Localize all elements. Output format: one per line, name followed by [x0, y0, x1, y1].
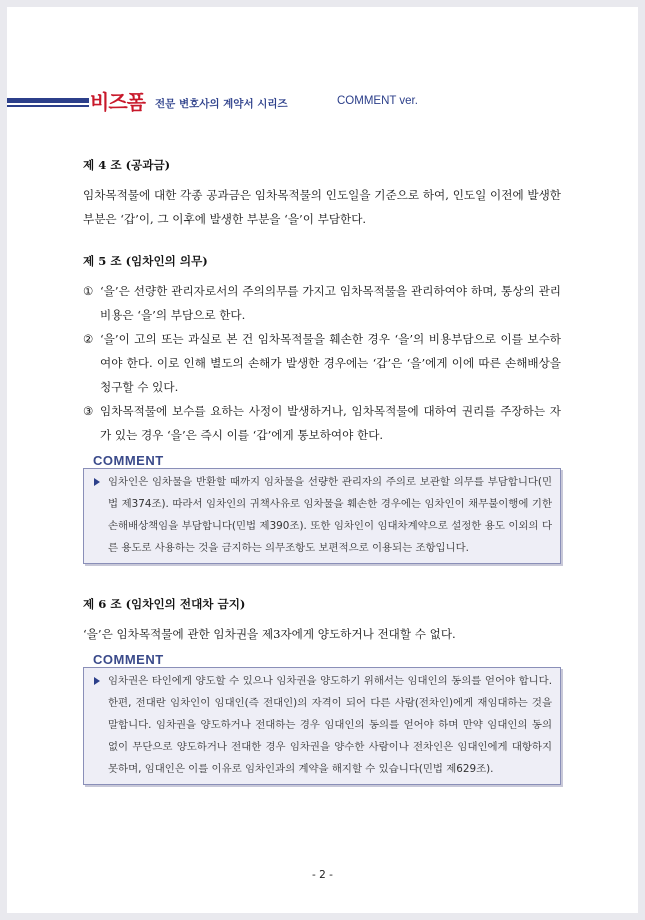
clause-item: [83, 327, 561, 399]
article-title: 제 4 조 (공과금): [83, 158, 171, 172]
comment-text: 임차인은 임차물을 반환할 때까지 임차물을 선량한 관리자의 주의로 보관할 의무를 부담합니다(민법 제374조). 따라서 임차인의 귀책사유로 임차물을 훼손한 경우에는 임차인이 채무불이행에 기한 손해배상책임을 부담합니다(민법 제390조). 또한 임차인이 임대차계약으로 설정한 용도 이외의 다른 용도로 사용하는 것을 금지하는 의무조항도 보편적으로 이용되는 조항입니다.: [108, 476, 552, 554]
article-title: 제 5 조 (임차인의 의무): [83, 254, 208, 268]
article-5: [83, 253, 561, 564]
comment-version-tag: COMMENT ver.: [337, 95, 418, 107]
clause-text: ‘을’은 선량한 관리자로서의 주의의무를 가지고 임차목적물을 관리하여야 하며, 통상의 관리비용은 ‘을’의 부담으로 한다.: [100, 284, 561, 322]
clause-item: [83, 279, 561, 327]
comment-box: [83, 667, 561, 785]
arrow-right-icon: [94, 677, 100, 685]
clause-number: ①: [83, 284, 94, 298]
series-title: 전문 변호사의 계약서 시리즈: [155, 98, 288, 110]
article-4: [83, 157, 561, 231]
header-rule: [7, 98, 89, 103]
document-body: [83, 157, 561, 785]
comment-text: 임차권은 타인에게 양도할 수 있으나 임차권을 양도하기 위해서는 임대인의 동의를 얻어야 합니다. 한편, 전대란 임차인이 임대인(즉 전대인)의 자격이 되어 다른 사람(전차인)에게 재임대하는 것을 말합니다. 임차권을 양도하거나 전대하는 경우 임대인의 동의를 얻어야 하며 만약 임대인의 동의 없이 무단으로 양도하거나 전대한 경우 임차권을 양수한 사람이나 전차인은 임대인에게 대항하지 못하며, 임대인은 이를 이유로 임차인과의 계약을 해지할 수 있습니다(민법 제629조).: [108, 675, 552, 775]
clause-number: ③: [83, 404, 94, 418]
document-page: [7, 7, 638, 913]
comment-label: COMMENT: [93, 652, 164, 667]
page-number: - 2 -: [312, 869, 333, 881]
article-6: [83, 596, 561, 785]
arrow-right-icon: [94, 478, 100, 486]
clause-text: 임차목적물에 보수를 요하는 사정이 발생하거나, 임차목적물에 대하여 권리를 주장하는 자가 있는 경우 ‘을’은 즉시 이를 ‘갑’에게 통보하여야 한다.: [100, 404, 561, 442]
article-title: 제 6 조 (임차인의 전대차 금지): [83, 597, 246, 611]
clause-number: ②: [83, 332, 94, 346]
brand-logo: 비즈폼: [90, 90, 145, 114]
article-body: 임차목적물에 대한 각종 공과금은 임차목적물의 인도일을 기준으로 하여, 인도일 이전에 발생한 부분은 ‘갑’이, 그 이후에 발생한 부분을 ‘을’이 부담한다.: [83, 188, 561, 226]
clause-item: [83, 399, 561, 447]
comment-label: COMMENT: [93, 453, 164, 468]
comment-box: [83, 468, 561, 564]
article-body: ‘을’은 임차목적물에 관한 임차권을 제3자에게 양도하거나 전대할 수 없다.: [83, 627, 456, 641]
clause-text: ‘을’이 고의 또는 과실로 본 건 임차목적물을 훼손한 경우 ‘을’의 비용부담으로 이를 보수하여야 한다. 이로 인해 별도의 손해가 발생한 경우에는 ‘갑’은 ‘을’에게 이에 따른 손해배상을 청구할 수 있다.: [100, 332, 561, 394]
document-header: [7, 86, 638, 116]
